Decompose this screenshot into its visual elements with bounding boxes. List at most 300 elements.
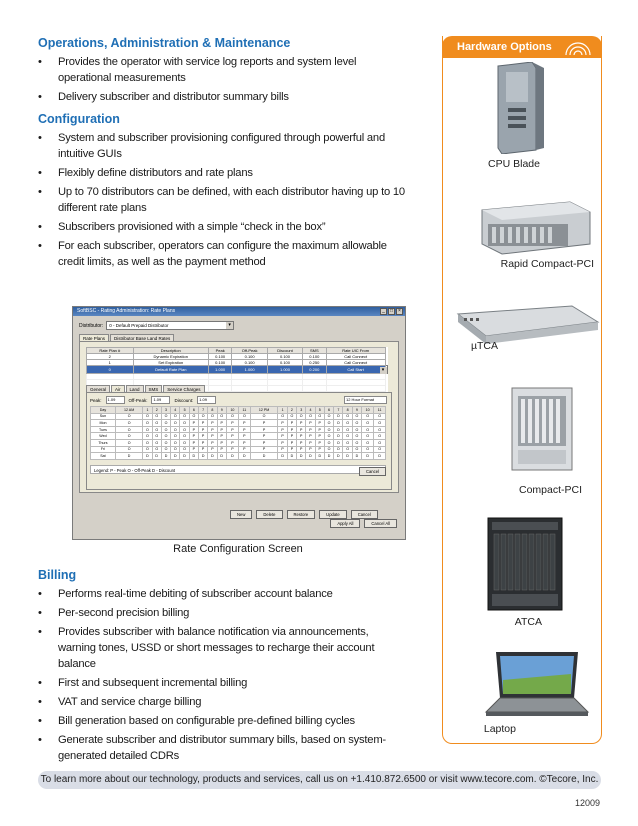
schedule-cell[interactable]: P: [217, 433, 226, 440]
schedule-cell[interactable]: O: [171, 413, 180, 420]
table-cell: Set Expiration: [133, 360, 208, 366]
schedule-header-cell: 4: [306, 407, 315, 414]
schedule-header-cell: 1: [278, 407, 287, 414]
schedule-cell[interactable]: P: [306, 420, 315, 427]
atca-image: [484, 516, 568, 612]
schedule-cell[interactable]: D: [217, 453, 226, 460]
schedule-cell[interactable]: O: [362, 439, 374, 446]
legend-box: Legend: P - Peak O - Off-Peak D - Discount: [90, 465, 386, 474]
distributor-select[interactable]: 0 - Default Prepaid Distributor ▾: [106, 321, 234, 330]
schedule-cell[interactable]: P: [239, 439, 251, 446]
schedule-cell[interactable]: O: [334, 439, 343, 446]
schedule-header-cell: 1: [143, 407, 152, 414]
table-cell: 0.200: [303, 366, 326, 374]
schedule-cell[interactable]: O: [334, 433, 343, 440]
screenshot-caption: Rate Configuration Screen: [173, 543, 303, 555]
schedule-cell[interactable]: P: [278, 446, 287, 453]
schedule-cell[interactable]: P: [208, 433, 217, 440]
schedule-cell[interactable]: O: [143, 420, 152, 427]
schedule-cell[interactable]: P: [189, 446, 198, 453]
schedule-cell[interactable]: D: [287, 453, 296, 460]
schedule-cell[interactable]: O: [152, 439, 161, 446]
schedule-cell[interactable]: P: [306, 446, 315, 453]
schedule-cell[interactable]: P: [208, 439, 217, 446]
schedule-cell[interactable]: O: [115, 439, 142, 446]
table-cell: Call Connect: [326, 360, 385, 366]
schedule-cell[interactable]: D: [171, 453, 180, 460]
schedule-cell[interactable]: D: [362, 453, 374, 460]
tab-sms[interactable]: SMS: [145, 385, 163, 393]
schedule-cell[interactable]: O: [352, 420, 361, 427]
schedule-cell[interactable]: P: [217, 426, 226, 433]
list-item: • Provides subscriber with balance notification via announcements, warning tones, USSD or short messages to recharge their account balance: [38, 624, 408, 672]
schedule-header-cell: 12 PM: [250, 407, 278, 414]
schedule-cell[interactable]: O: [152, 413, 161, 420]
list-item: • Bill generation based on configurable pre-defined billing cycles: [38, 713, 408, 729]
schedule-cell[interactable]: O: [324, 420, 333, 427]
window-title: SoftBSC - Rating Administration: Rate Plans: [77, 308, 176, 314]
hardware-label-rapid-compact-pci: Rapid Compact-PCI: [500, 258, 594, 270]
schedule-cell[interactable]: P: [315, 433, 324, 440]
rate-header-cell[interactable]: Description: [133, 348, 208, 354]
schedule-cell[interactable]: P: [217, 439, 226, 446]
schedule-cell[interactable]: D: [315, 453, 324, 460]
update-button[interactable]: Update: [319, 510, 347, 519]
schedule-cell[interactable]: P: [208, 420, 217, 427]
schedule-cell[interactable]: O: [115, 413, 142, 420]
main-column: [38, 36, 408, 273]
oam-heading: Operations, Administration & Maintenance: [38, 36, 291, 50]
schedule-cell[interactable]: O: [161, 433, 170, 440]
schedule-cell[interactable]: O: [171, 420, 180, 427]
schedule-cell[interactable]: D: [189, 453, 198, 460]
schedule-cell[interactable]: P: [198, 420, 207, 427]
schedule-cell[interactable]: O: [352, 439, 361, 446]
tab-air[interactable]: Air: [111, 385, 125, 393]
list-item: • Flexibly define distributors and rate plans: [38, 165, 408, 181]
schedule-cell[interactable]: O: [343, 420, 352, 427]
schedule-cell[interactable]: O: [180, 426, 189, 433]
schedule-day-cell: Fri: [91, 446, 116, 453]
hardware-header: [442, 36, 602, 58]
cancel-all-button[interactable]: Cancel All: [364, 519, 397, 528]
table-cell: Call Start: [326, 366, 385, 374]
legend-cancel-wrap: [359, 467, 386, 476]
discount-label: Discount:: [174, 397, 194, 403]
schedule-cell[interactable]: O: [343, 446, 352, 453]
schedule-cell[interactable]: P: [306, 439, 315, 446]
schedule-row: [91, 420, 386, 427]
action-buttons: [230, 510, 378, 519]
table-cell: 1.000: [267, 366, 302, 374]
table-cell: 0.100: [232, 354, 268, 360]
distributor-label: Distributor:: [79, 322, 104, 329]
schedule-cell[interactable]: O: [143, 446, 152, 453]
schedule-cell[interactable]: O: [171, 439, 180, 446]
schedule-cell[interactable]: P: [226, 446, 238, 453]
schedule-cell[interactable]: O: [152, 420, 161, 427]
hardware-heading: Hardware Options: [457, 41, 552, 53]
table-cell: 0.100: [303, 354, 326, 360]
rate-header-cell[interactable]: SMS: [303, 348, 326, 354]
new-button[interactable]: New: [230, 510, 252, 519]
schedule-cell[interactable]: O: [143, 426, 152, 433]
schedule-cell[interactable]: O: [161, 420, 170, 427]
rate-plans-panel: [79, 341, 399, 517]
table-cell: Call Connect: [326, 354, 385, 360]
config-section: [38, 112, 408, 270]
schedule-cell[interactable]: O: [315, 413, 324, 420]
schedule-cell[interactable]: P: [250, 439, 278, 446]
schedule-cell[interactable]: P: [315, 426, 324, 433]
schedule-cell[interactable]: O: [180, 433, 189, 440]
oam-list: [38, 54, 408, 105]
window-titlebar: [73, 307, 405, 316]
schedule-cell[interactable]: O: [226, 413, 238, 420]
hardware-label-cpu-blade: CPU Blade: [488, 158, 540, 170]
schedule-cell[interactable]: P: [239, 420, 251, 427]
schedule-row: [91, 439, 386, 446]
discount-input[interactable]: 1.09: [197, 396, 216, 404]
schedule-header-cell: 9: [352, 407, 361, 414]
offpeak-input[interactable]: 1.09: [151, 396, 170, 404]
time-format-select[interactable]: 12 Hour Format: [344, 396, 387, 404]
schedule-cell[interactable]: O: [115, 433, 142, 440]
list-item: • Per-second precision billing: [38, 605, 408, 621]
schedule-cell[interactable]: O: [362, 413, 374, 420]
signal-arcs-icon: [560, 39, 596, 55]
schedule-header-cell: 10: [226, 407, 238, 414]
schedule-cell[interactable]: O: [374, 439, 386, 446]
schedule-cell[interactable]: O: [143, 413, 152, 420]
list-item: • Subscribers provisioned with a simple “check in the box”: [38, 219, 408, 235]
rate-inputs: [90, 396, 216, 404]
schedule-cell[interactable]: P: [297, 446, 306, 453]
billing-section: [38, 568, 408, 767]
schedule-cell[interactable]: O: [334, 426, 343, 433]
schedule-header-cell: 2: [287, 407, 296, 414]
list-item: • Performs real-time debiting of subscriber account balance: [38, 586, 408, 602]
schedule-row: [91, 426, 386, 433]
schedule-cell[interactable]: O: [352, 446, 361, 453]
schedule-cell[interactable]: O: [180, 420, 189, 427]
schedule-cell[interactable]: P: [217, 420, 226, 427]
schedule-cell[interactable]: D: [198, 453, 207, 460]
schedule-cell[interactable]: O: [352, 413, 361, 420]
schedule-cell[interactable]: P: [250, 420, 278, 427]
config-list: [38, 130, 408, 270]
schedule-header-cell: 6: [324, 407, 333, 414]
list-item: • First and subsequent incremental billing: [38, 675, 408, 691]
schedule-cell[interactable]: P: [250, 446, 278, 453]
rate-header-cell[interactable]: Off-Peak: [232, 348, 268, 354]
schedule-row: [91, 413, 386, 420]
schedule-cell[interactable]: P: [250, 433, 278, 440]
schedule-cell[interactable]: D: [143, 453, 152, 460]
schedule-cell[interactable]: O: [115, 446, 142, 453]
schedule-day-cell: Thurs: [91, 439, 116, 446]
schedule-cell[interactable]: P: [306, 426, 315, 433]
table-cell: 0.100: [267, 354, 302, 360]
schedule-cell[interactable]: O: [250, 413, 278, 420]
schedule-cell[interactable]: D: [115, 453, 142, 460]
distributor-row: [79, 321, 234, 330]
delete-button[interactable]: Delete: [256, 510, 282, 519]
schedule-cell[interactable]: O: [324, 446, 333, 453]
schedule-day-cell: Mon: [91, 420, 116, 427]
schedule-cell[interactable]: O: [152, 426, 161, 433]
schedule-header-cell: 2: [152, 407, 161, 414]
schedule-cell[interactable]: D: [250, 453, 278, 460]
schedule-cell[interactable]: O: [161, 446, 170, 453]
schedule-cell[interactable]: O: [324, 433, 333, 440]
schedule-cell[interactable]: P: [297, 420, 306, 427]
tab-rate-plans[interactable]: Rate Plans: [79, 334, 109, 342]
peak-input[interactable]: 1.09: [106, 396, 125, 404]
schedule-cell[interactable]: O: [343, 426, 352, 433]
schedule-header-cell: Day: [91, 407, 116, 414]
schedule-cell[interactable]: O: [161, 426, 170, 433]
schedule-cell[interactable]: P: [239, 446, 251, 453]
schedule-header-cell: 5: [315, 407, 324, 414]
schedule-cell[interactable]: O: [374, 420, 386, 427]
schedule-cell[interactable]: P: [287, 433, 296, 440]
hardware-label-utca: µTCA: [470, 340, 498, 352]
schedule-header-cell: 3: [161, 407, 170, 414]
schedule-cell[interactable]: D: [352, 453, 361, 460]
schedule-cell[interactable]: D: [343, 453, 352, 460]
table-cell: 0: [87, 366, 134, 374]
schedule-grid: [90, 406, 386, 460]
schedule-cell[interactable]: P: [198, 446, 207, 453]
schedule-day-cell: Tues: [91, 426, 116, 433]
schedule-cell[interactable]: O: [217, 413, 226, 420]
schedule-cell[interactable]: D: [334, 453, 343, 460]
schedule-cell[interactable]: O: [161, 413, 170, 420]
schedule-cell[interactable]: P: [315, 446, 324, 453]
schedule-cell[interactable]: O: [180, 446, 189, 453]
schedule-cell[interactable]: O: [362, 420, 374, 427]
schedule-cell[interactable]: P: [297, 439, 306, 446]
list-item: • System and subscriber provisioning configured through powerful and intuitive GUIs: [38, 130, 408, 162]
schedule-cell[interactable]: D: [278, 453, 287, 460]
schedule-cell[interactable]: D: [306, 453, 315, 460]
tab-service-charges[interactable]: Service Charges: [163, 385, 204, 393]
schedule-cell[interactable]: O: [161, 439, 170, 446]
hardware-label-atca: ATCA: [514, 616, 542, 628]
billing-list: [38, 586, 408, 764]
schedule-cell[interactable]: O: [198, 413, 207, 420]
schedule-cell[interactable]: O: [171, 446, 180, 453]
schedule-cell[interactable]: O: [278, 413, 287, 420]
schedule-cell[interactable]: P: [306, 433, 315, 440]
schedule-cell[interactable]: O: [374, 433, 386, 440]
schedule-day-cell: Sun: [91, 413, 116, 420]
air-panel: [86, 392, 392, 490]
tab-land[interactable]: Land: [126, 385, 144, 393]
schedule-cell[interactable]: O: [374, 446, 386, 453]
tab-distributor-base-land-rates[interactable]: Distributor Base Land Rates: [110, 334, 174, 342]
schedule-row: [91, 453, 386, 460]
schedule-cell[interactable]: P: [198, 433, 207, 440]
cancel-button[interactable]: Cancel: [351, 510, 378, 519]
table-cell: 1.000: [232, 366, 268, 374]
schedule-cell[interactable]: O: [152, 433, 161, 440]
schedule-cell[interactable]: P: [217, 446, 226, 453]
schedule-cell[interactable]: P: [250, 426, 278, 433]
schedule-cell[interactable]: P: [278, 420, 287, 427]
schedule-cell[interactable]: O: [324, 426, 333, 433]
schedule-cell[interactable]: P: [239, 426, 251, 433]
schedule-cell[interactable]: O: [306, 413, 315, 420]
schedule-cell[interactable]: O: [362, 426, 374, 433]
schedule-cell[interactable]: D: [239, 453, 251, 460]
schedule-cell[interactable]: O: [189, 413, 198, 420]
tab-general[interactable]: General: [86, 385, 110, 393]
restore-button[interactable]: Restore: [287, 510, 316, 519]
schedule-cell[interactable]: O: [143, 439, 152, 446]
schedule-cell[interactable]: O: [352, 433, 361, 440]
schedule-cell[interactable]: O: [171, 426, 180, 433]
schedule-cell[interactable]: O: [362, 446, 374, 453]
schedule-cell[interactable]: P: [198, 439, 207, 446]
oam-section: [38, 36, 408, 105]
hardware-label-compact-pci: Compact-PCI: [518, 484, 582, 496]
schedule-cell[interactable]: D: [297, 453, 306, 460]
schedule-cell[interactable]: O: [334, 413, 343, 420]
schedule-cell[interactable]: O: [343, 439, 352, 446]
schedule-cell[interactable]: O: [171, 433, 180, 440]
footer-bar: To learn more about our technology, products and services, call us on +1.410.872.6500 or visit www.tecore.com. ©Tecore, Inc.: [38, 771, 601, 789]
rate-header-cell[interactable]: Peak: [208, 348, 231, 354]
schedule-cell[interactable]: O: [324, 439, 333, 446]
schedule-header-cell: 5: [180, 407, 189, 414]
schedule-cell[interactable]: D: [161, 453, 170, 460]
schedule-header-cell: 3: [297, 407, 306, 414]
schedule-header-cell: 7: [198, 407, 207, 414]
schedule-cell[interactable]: O: [180, 413, 189, 420]
table-cell: 0.250: [303, 360, 326, 366]
schedule-header-cell: 11: [374, 407, 386, 414]
schedule-row: [91, 446, 386, 453]
schedule-cell[interactable]: O: [374, 413, 386, 420]
schedule-cell[interactable]: P: [287, 420, 296, 427]
rate-config-screenshot: [72, 306, 406, 540]
schedule-cell[interactable]: O: [143, 433, 152, 440]
schedule-cell[interactable]: P: [287, 446, 296, 453]
schedule-cell[interactable]: D: [180, 453, 189, 460]
schedule-header-cell: 9: [217, 407, 226, 414]
schedule-cell[interactable]: O: [343, 413, 352, 420]
schedule-cell[interactable]: O: [352, 426, 361, 433]
schedule-cell[interactable]: P: [297, 426, 306, 433]
schedule-cell[interactable]: D: [226, 453, 238, 460]
schedule-cell[interactable]: O: [334, 446, 343, 453]
schedule-cell[interactable]: P: [189, 439, 198, 446]
billing-heading: Billing: [38, 568, 77, 582]
schedule-cell[interactable]: O: [115, 420, 142, 427]
rate-header-cell[interactable]: Discount: [267, 348, 302, 354]
schedule-cell[interactable]: O: [374, 426, 386, 433]
table-row[interactable]: [87, 366, 388, 374]
schedule-cell[interactable]: P: [198, 426, 207, 433]
table-cell: 1.000: [208, 366, 231, 374]
table-cell: 0.100: [208, 354, 231, 360]
close-icon[interactable]: ×: [396, 308, 403, 315]
maximize-icon[interactable]: □: [389, 308, 394, 314]
list-item: • Delivery subscriber and distributor summary bills: [38, 89, 408, 105]
schedule-cell[interactable]: P: [189, 426, 198, 433]
schedule-cell[interactable]: P: [239, 433, 251, 440]
schedule-header-cell: 4: [171, 407, 180, 414]
schedule-cell[interactable]: D: [374, 453, 386, 460]
schedule-cell[interactable]: O: [324, 413, 333, 420]
schedule-cell[interactable]: P: [278, 426, 287, 433]
rate-header-cell[interactable]: Rate UIC From: [326, 348, 385, 354]
laptop-image: [482, 650, 592, 722]
schedule-cell[interactable]: O: [362, 433, 374, 440]
schedule-cell[interactable]: D: [208, 453, 217, 460]
schedule-cell[interactable]: P: [226, 420, 238, 427]
table-cell: 1: [87, 360, 134, 366]
schedule-cell[interactable]: O: [115, 426, 142, 433]
schedule-cell[interactable]: O: [239, 413, 251, 420]
table-cell: 0.100: [232, 360, 268, 366]
schedule-cell[interactable]: P: [278, 439, 287, 446]
legend-cancel-button[interactable]: Cancel: [359, 467, 386, 476]
schedule-cell[interactable]: P: [297, 433, 306, 440]
schedule-cell[interactable]: P: [208, 446, 217, 453]
schedule-cell[interactable]: P: [189, 420, 198, 427]
schedule-header-cell: 12 AM: [115, 407, 142, 414]
schedule-header-cell: 10: [362, 407, 374, 414]
schedule-header-cell: 11: [239, 407, 251, 414]
table-cell: 2: [87, 354, 134, 360]
schedule-cell[interactable]: D: [324, 453, 333, 460]
schedule-cell[interactable]: D: [152, 453, 161, 460]
rapid-compact-pci-image: [478, 200, 594, 256]
schedule-cell[interactable]: P: [226, 433, 238, 440]
schedule-cell[interactable]: O: [180, 439, 189, 446]
page-number: 12009: [574, 798, 600, 808]
table-cell: 0.100: [267, 360, 302, 366]
schedule-cell[interactable]: P: [315, 420, 324, 427]
table-cell: Default Rate Plan: [133, 366, 208, 374]
schedule-cell[interactable]: P: [287, 439, 296, 446]
schedule-header-cell: 8: [343, 407, 352, 414]
schedule-cell[interactable]: P: [315, 439, 324, 446]
schedule-cell[interactable]: P: [226, 426, 238, 433]
minimize-icon[interactable]: _: [380, 308, 387, 315]
schedule-cell[interactable]: O: [343, 433, 352, 440]
schedule-cell[interactable]: P: [208, 426, 217, 433]
schedule-cell[interactable]: O: [287, 413, 296, 420]
schedule-cell[interactable]: P: [287, 426, 296, 433]
window-controls: [380, 308, 403, 315]
schedule-cell[interactable]: P: [226, 439, 238, 446]
table-cell: 0.100: [208, 360, 231, 366]
list-item: • VAT and service charge billing: [38, 694, 408, 710]
schedule-cell[interactable]: O: [297, 413, 306, 420]
apply-all-button[interactable]: Apply All: [330, 519, 360, 528]
schedule-cell[interactable]: O: [152, 446, 161, 453]
schedule-cell[interactable]: P: [189, 433, 198, 440]
schedule-cell[interactable]: O: [208, 413, 217, 420]
schedule-cell[interactable]: O: [334, 420, 343, 427]
list-item: • Up to 70 distributors can be defined, with each distributor having up to 10 different rate plans: [38, 184, 408, 216]
rate-header-cell[interactable]: Rate Plan #: [87, 348, 134, 354]
schedule-cell[interactable]: P: [278, 433, 287, 440]
